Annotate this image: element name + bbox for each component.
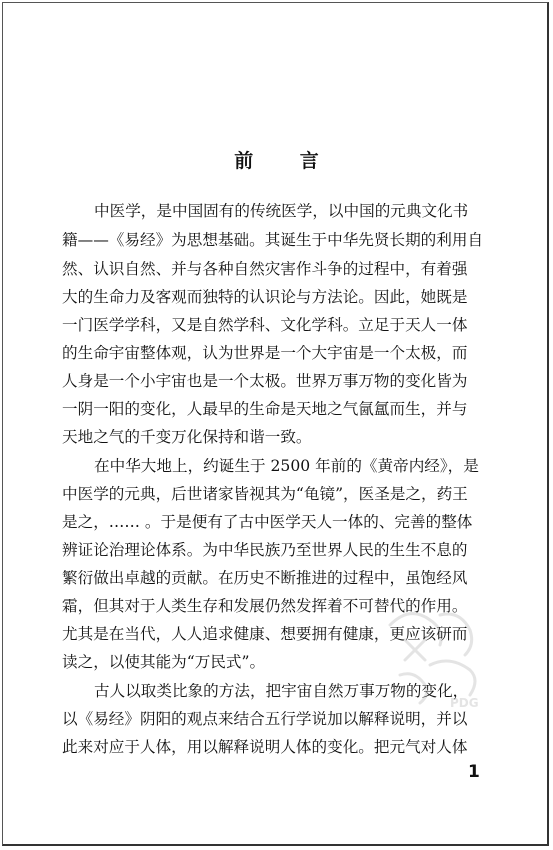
- text-line: 是之，…… 。于是便有了古中医学天人一体的、完善的整体: [62, 513, 473, 531]
- text-line: 在中华大地上，约诞生于 2500 年前的《黄帝内经》，是: [94, 457, 479, 475]
- text-line: 此来对应于人体，用以解释说明人体的变化。把元气对人体: [62, 738, 468, 756]
- text-line: 大的生命力及客观而独特的认识论与方法论。因此，她既是: [62, 288, 468, 306]
- page-title: 前 言: [234, 150, 339, 172]
- text-line: 的生命宇宙整体观，认为世界是一个大宇宙是一个太极，而: [62, 344, 468, 362]
- page-number: 1: [468, 762, 480, 782]
- text-line: 以《易经》阴阳的观点来结合五行学说加以解释说明，并以: [62, 710, 468, 728]
- text-line: 籍——《易经》为思想基础。其诞生于中华先贤长期的利用自: [62, 231, 484, 249]
- text-line: 繁衍做出卓越的贡献。在历史不断推进的过程中，虽饱经风: [62, 569, 468, 587]
- text-line: 古人以取类比象的方法，把宇宙自然万事万物的变化，: [94, 682, 469, 700]
- text-line: 霜，但其对于人类生存和发展仍然发挥着不可替代的作用。: [62, 597, 468, 615]
- text-line: 辨证论治理论体系。为中华民族乃至世界人民的生生不息的: [62, 541, 468, 559]
- text-line: 中医学的元典，后世诸家皆视其为“龟镜”，医圣是之，药王: [62, 485, 468, 503]
- text-line: 中医学，是中国固有的传统医学，以中国的元典文化书: [94, 202, 469, 220]
- text-line: 一阴一阳的变化，人最早的生命是天地之气氤氲而生，并与: [62, 400, 468, 418]
- text-line: 读之，以使其能为“万民式”。: [62, 653, 266, 671]
- text-line: 一门医学学科，又是自然学科、文化学科。立足于天人一体: [62, 316, 468, 334]
- text-line: 人身是一个小宇宙也是一个太极。世界万事万物的变化皆为: [62, 372, 468, 390]
- text-line: 天地之气的千变万化保持和谐一致。: [62, 428, 312, 446]
- text-line: 尤其是在当代，人人追求健康、想要拥有健康，更应该研而: [62, 625, 468, 643]
- watermark-label: PDG: [450, 696, 479, 710]
- text-line: 然、认识自然、并与各种自然灾害作斗争的过程中，有着强: [62, 260, 468, 278]
